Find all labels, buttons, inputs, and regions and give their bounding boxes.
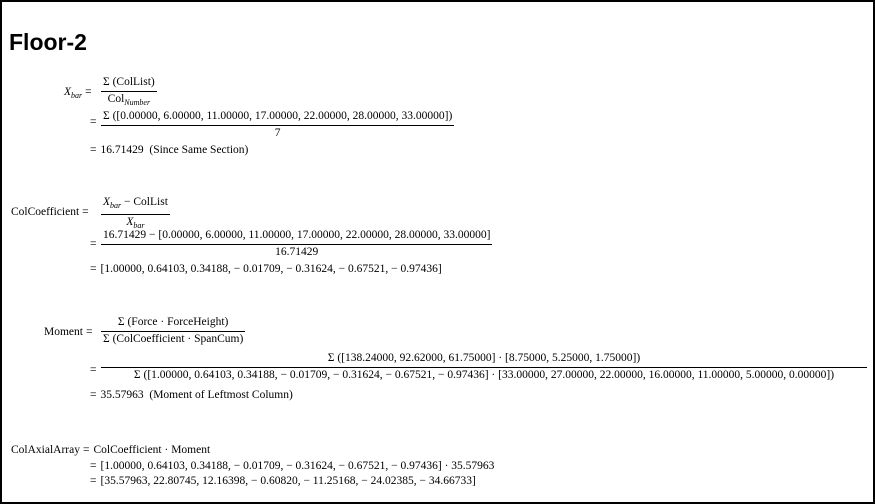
colaxialarray-substitution-line: = [1.00000, 0.64103, 0.34188, − 0.01709, − 0.31624, − 0.67521, − 0.97436] · 35.57963	[90, 460, 495, 472]
colcoefficient-result-line: = [1.00000, 0.64103, 0.34188, − 0.01709, − 0.31624, − 0.67521, − 0.97436]	[90, 263, 442, 275]
fraction-denominator: Σ (ColCoefficient · SpanCum)	[103, 333, 244, 345]
fraction-numerator: Σ ([0.00000, 6.00000, 11.00000, 17.00000, 22.00000, 28.00000, 33.00000])	[103, 110, 453, 122]
page-title: Floor-2	[9, 29, 87, 55]
fraction-numerator: 16.71429 − [0.00000, 6.00000, 11.00000, 17.00000, 22.00000, 28.00000, 33.00000]	[103, 229, 491, 241]
moment-note: (Moment of Leftmost Column)	[149, 389, 293, 401]
equals-sign: =	[90, 116, 97, 128]
equals-sign: =	[82, 206, 89, 218]
equals-sign: =	[82, 444, 90, 456]
fraction-numerator: Σ (ColList)	[103, 76, 155, 88]
fraction-numerator: Σ (Force · ForceHeight)	[117, 316, 229, 328]
colcoefficient-definition-fraction	[101, 196, 170, 232]
equals-sign: =	[85, 86, 92, 98]
equals-sign: =	[85, 326, 93, 338]
equals-sign: =	[90, 238, 97, 250]
fraction-denominator: $X_{bar}$	[126, 216, 145, 230]
fraction-denominator: 7	[274, 127, 281, 139]
colcoefficient-result: [1.00000, 0.64103, 0.34188, − 0.01709, − 0.31624, − 0.67521, − 0.97436]	[100, 263, 442, 275]
xbar-subscript: bar	[71, 91, 83, 100]
fraction-numerator: $X_{bar}$ − ColList	[103, 196, 168, 210]
colaxialarray-substitution: [1.00000, 0.64103, 0.34188, − 0.01709, − 0.31624, − 0.67521, − 0.97436] · 35.57963	[100, 460, 495, 472]
xbar-note: (Since Same Section)	[149, 144, 249, 156]
xbar-result: 16.71429	[100, 144, 144, 156]
fraction-denominator: Col$_{Number}$	[107, 93, 151, 107]
xbar-substitution-fraction	[101, 110, 454, 140]
colaxialarray-result: [35.57963, 22.80745, 12.16398, − 0.60820, − 11.25168, − 24.02385, − 34.66733]	[100, 475, 476, 487]
moment-substitution-fraction	[101, 352, 867, 382]
colaxialarray-definition: ColCoefficient · Moment	[93, 444, 211, 456]
colcoefficient-substitution-fraction	[101, 229, 492, 259]
moment-label: Moment =	[44, 326, 96, 339]
moment-result: 35.57963	[100, 389, 144, 401]
xbar-symbol: X	[64, 86, 72, 98]
colcoefficient-label: ColCoefficient =	[11, 206, 93, 219]
xbar-result-line: = 16.71429 (Since Same Section)	[90, 144, 249, 156]
moment-result-line: = 35.57963 (Moment of Leftmost Column)	[90, 389, 293, 401]
fraction-denominator: 16.71429	[275, 246, 319, 258]
fraction-denominator: Σ ([1.00000, 0.64103, 0.34188, − 0.01709, − 0.31624, − 0.67521, − 0.97436] · [33.00000, 27.00000, 22.00000, 16.00000, 11.00000, 5.00000, 0.00000])	[133, 369, 835, 381]
xbar-definition-fraction	[101, 76, 157, 109]
equals-sign: =	[90, 364, 97, 376]
colaxialarray-result-line: = [35.57963, 22.80745, 12.16398, − 0.60820, − 11.25168, − 24.02385, − 34.66733]	[90, 475, 476, 487]
moment-definition-fraction	[101, 316, 245, 346]
colaxialarray-label: ColAxialArray = ColCoefficient · Moment	[11, 444, 211, 456]
xbar-label	[64, 86, 96, 102]
fraction-numerator: Σ ([138.24000, 92.62000, 61.75000] · [8.75000, 5.25000, 1.75000])	[327, 352, 641, 364]
